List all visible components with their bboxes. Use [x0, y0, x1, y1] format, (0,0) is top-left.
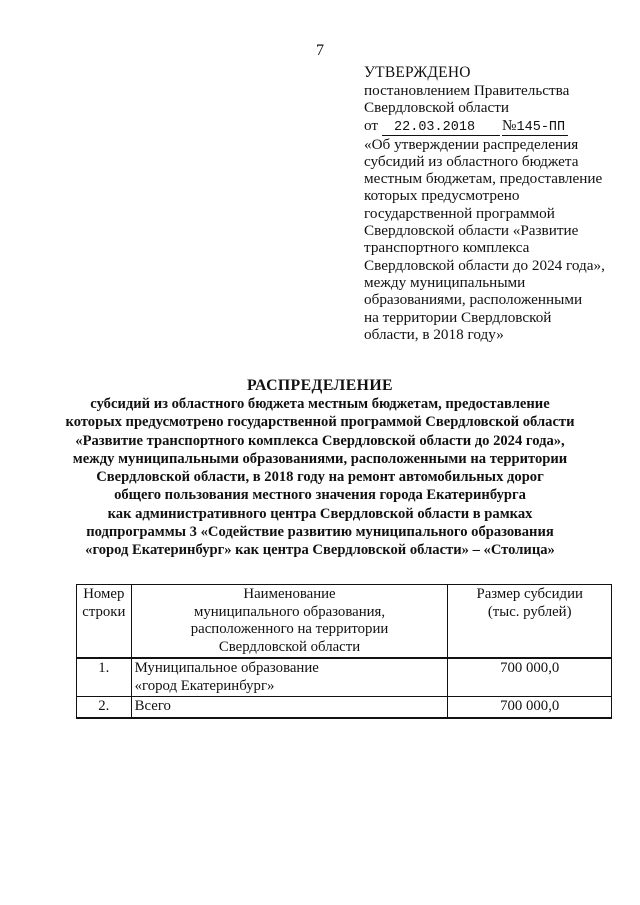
distribution-line: «Развитие транспортного комплекса Свердловской области до 2024 года»,: [75, 432, 565, 449]
approval-title-line: которых предусмотрено: [364, 187, 520, 205]
approval-line: постановлением Правительства: [364, 82, 570, 99]
distribution-line: субсидий из областного бюджета местным бюджетам, предоставление: [90, 396, 550, 412]
page-number: 7: [316, 42, 324, 59]
distribution-line: подпрограммы 3 «Содействие развитию муниципального образования: [86, 524, 554, 541]
header-text: Свердловской области: [218, 638, 361, 655]
approval-title-line: между муниципальными: [364, 273, 526, 291]
row-municipality: [131, 697, 448, 718]
approval-title-line: местным бюджетам, предоставление: [364, 170, 603, 188]
approval-title-line: Свердловской области «Развитие: [364, 222, 579, 240]
row-name-text: Всего: [134, 698, 171, 714]
row-number: 1.: [77, 658, 132, 697]
distribution-line: которых предусмотрено государственной программой Свердловской области: [65, 414, 575, 431]
approval-title-line: области, в 2018 году»: [364, 325, 504, 343]
approval-heading: УТВЕРЖДЕНО: [364, 64, 471, 81]
header-text: строки: [82, 603, 126, 620]
subsidy-table: [76, 584, 612, 719]
header-subsidy-amount: [448, 585, 612, 659]
approval-title-line: Свердловской области до 2024 года»,: [364, 256, 605, 274]
distribution-line: как административного центра Свердловской области в рамках: [107, 505, 533, 522]
approval-line: Свердловской области: [364, 99, 509, 117]
distribution-line: между муниципальными образованиями, расположенными на территории: [72, 450, 568, 467]
header-text: Размер субсидии: [476, 586, 583, 602]
approval-title-line: «Об утверждении распределения: [364, 135, 579, 153]
approval-date-prefix: от: [364, 116, 379, 134]
header-row-number: [77, 585, 132, 659]
header-text: муниципального образования,: [193, 603, 386, 620]
approval-date: 22.03.2018: [382, 121, 500, 136]
distribution-line: Свердловской области, в 2018 году на ремонт автомобильных дорог: [96, 469, 544, 486]
row-name-text: Муниципальное образование: [134, 660, 319, 676]
table-header-row: [77, 585, 612, 659]
header-municipality: [131, 585, 448, 659]
approval-title-line: субсидий из областного бюджета: [364, 152, 579, 170]
approval-number-sign: №: [502, 116, 517, 134]
approval-title-line: образованиями, расположенными: [364, 291, 583, 309]
row-name-text: «город Екатеринбург»: [134, 677, 275, 694]
distribution-heading: [30, 376, 610, 560]
table-row: [77, 658, 612, 697]
distribution-line: «город Екатеринбург» как центра Свердловской области» – «Столица»: [85, 542, 555, 559]
approval-title-line: государственной программой: [364, 204, 555, 222]
row-municipality: [131, 658, 448, 697]
approval-date-line: [364, 117, 626, 136]
header-text: Номер: [83, 586, 125, 602]
approval-number: 145-ПП: [516, 119, 566, 135]
approval-number-field: [502, 116, 568, 136]
distribution-line: общего пользования местного значения города Екатеринбурга: [114, 487, 526, 504]
table-row-total: [77, 697, 612, 718]
distribution-title: РАСПРЕДЕЛЕНИЕ: [247, 377, 393, 394]
row-amount: 700 000,0: [448, 697, 612, 718]
header-text: Наименование: [243, 586, 336, 602]
row-number: 2.: [77, 697, 132, 718]
approval-title-line: на территории Свердловской: [364, 308, 552, 326]
header-text: расположенного на территории: [190, 621, 389, 637]
approval-stamp: [364, 64, 626, 343]
header-text: (тыс. рублей): [487, 603, 572, 620]
approval-title-line: транспортного комплекса: [364, 239, 530, 257]
row-amount: 700 000,0: [448, 658, 612, 697]
